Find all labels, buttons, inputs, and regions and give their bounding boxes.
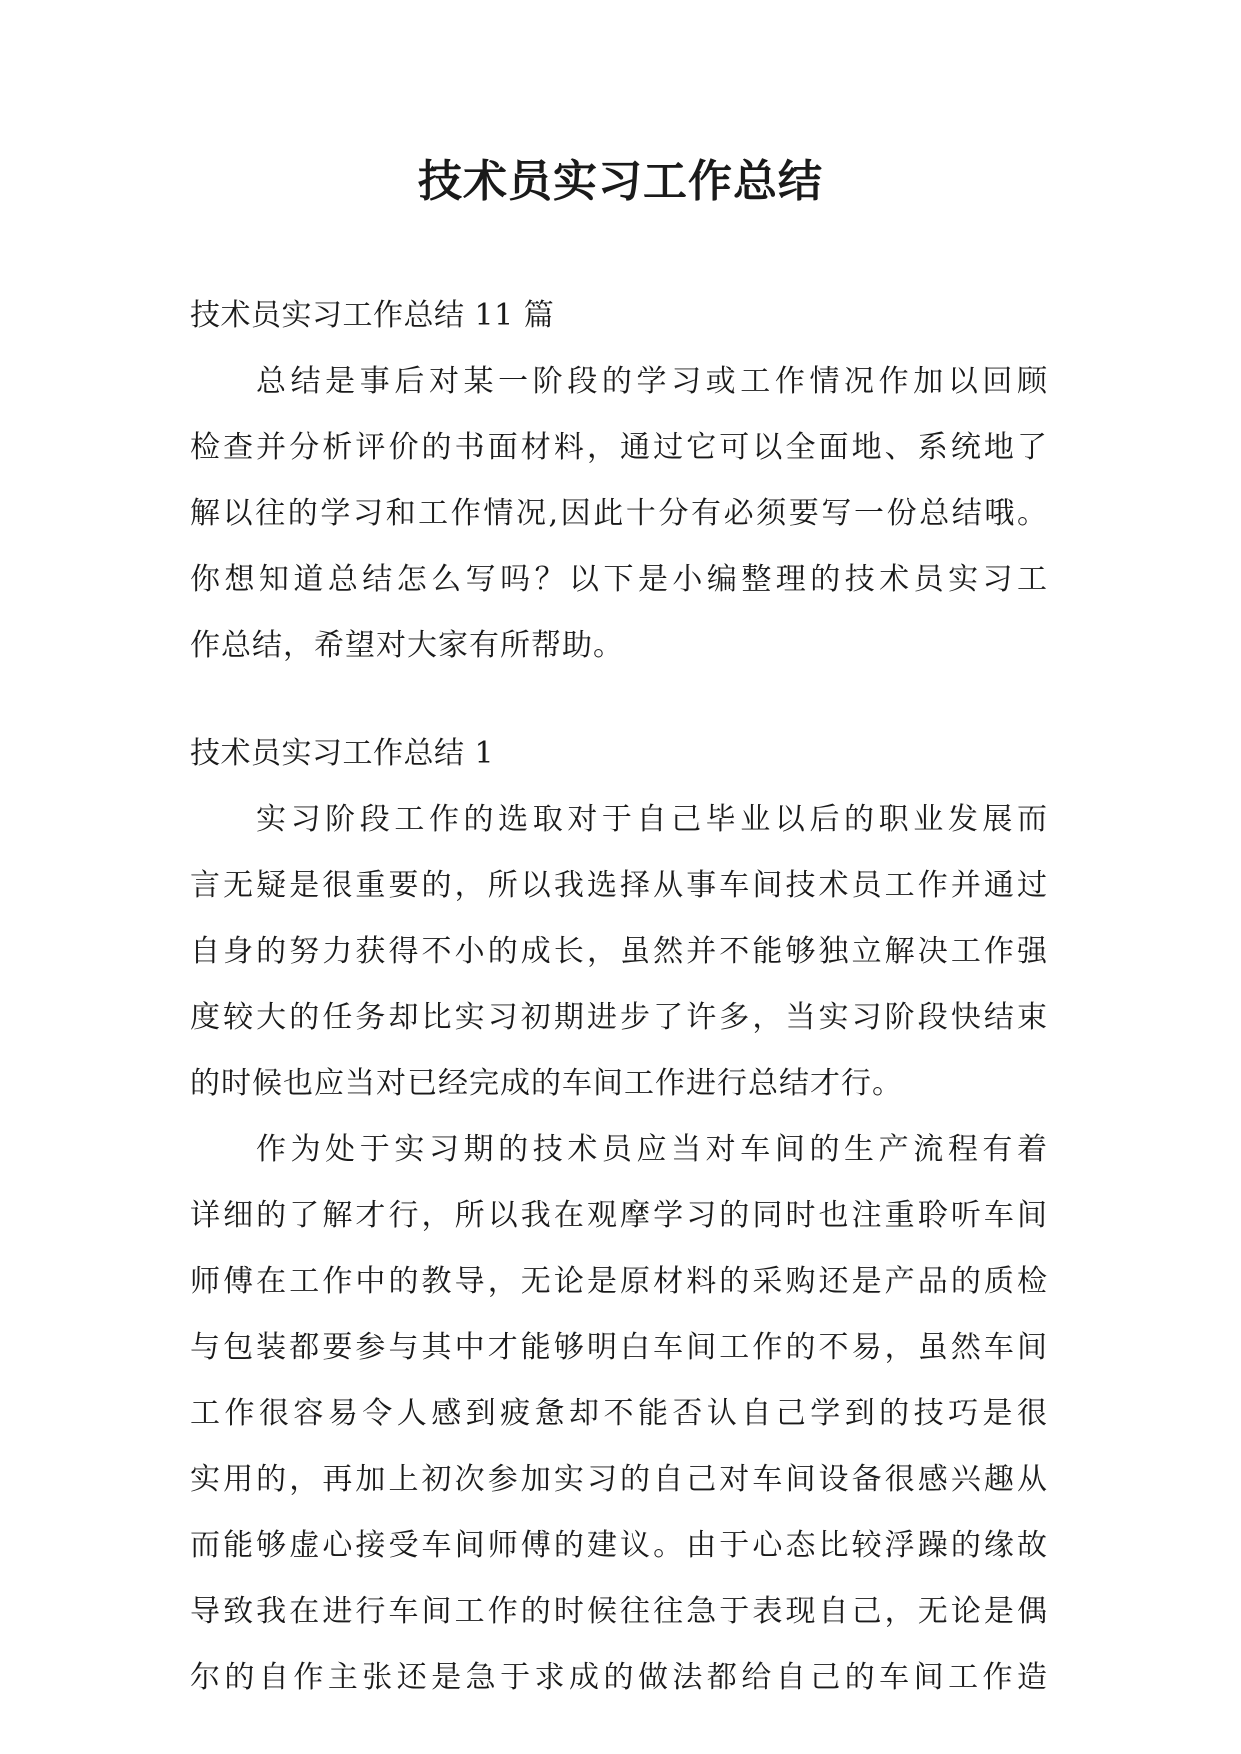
- document-title: 技术员实习工作总结: [418, 156, 823, 207]
- paragraph-line: 工作很容易令人感到疲惫却不能否认自己学到的技巧是很: [190, 1396, 1048, 1431]
- paragraph-line: 导致我在进行车间工作的时候往往急于表现自己，无论是偶: [190, 1594, 1048, 1629]
- paragraph-line: 尔的自作主张还是急于求成的做法都给自己的车间工作造: [190, 1660, 1048, 1695]
- paragraph-line: 检查并分析评价的书面材料，通过它可以全面地、系统地了: [190, 430, 1048, 465]
- paragraph-line: 总结是事后对某一阶段的学习或工作情况作加以回顾: [256, 364, 1048, 399]
- paragraph-line: 而能够虚心接受车间师傅的建议。由于心态比较浮躁的缘故: [190, 1528, 1048, 1563]
- paragraph-line: 度较大的任务却比实习初期进步了许多，当实习阶段快结束: [190, 1000, 1048, 1035]
- paragraph-line: 的时候也应当对已经完成的车间工作进行总结才行。: [190, 1066, 903, 1101]
- paragraph-line: 解以往的学习和工作情况,因此十分有必须要写一份总结哦。: [190, 496, 1048, 531]
- paragraph-line: 言无疑是很重要的，所以我选择从事车间技术员工作并通过: [190, 868, 1048, 903]
- paragraph-line: 自身的努力获得不小的成长，虽然并不能够独立解决工作强: [190, 934, 1048, 969]
- paragraph-line: 实用的，再加上初次参加实习的自己对车间设备很感兴趣从: [190, 1462, 1048, 1497]
- intro-heading: 技术员实习工作总结 11 篇: [190, 298, 555, 333]
- paragraph-line: 实习阶段工作的选取对于自己毕业以后的职业发展而: [256, 802, 1048, 837]
- paragraph-line: 你想知道总结怎么写吗？以下是小编整理的技术员实习工: [190, 562, 1048, 597]
- paragraph-line: 师傅在工作中的教导，无论是原材料的采购还是产品的质检: [190, 1264, 1048, 1299]
- paragraph-line: 与包装都要参与其中才能够明白车间工作的不易，虽然车间: [190, 1330, 1048, 1365]
- paragraph-line: 作为处于实习期的技术员应当对车间的生产流程有着: [256, 1132, 1048, 1167]
- paragraph-line: 作总结，希望对大家有所帮助。: [190, 628, 624, 663]
- paragraph-line: 详细的了解才行，所以我在观摩学习的同时也注重聆听车间: [190, 1198, 1048, 1233]
- section-heading: 技术员实习工作总结 1: [190, 736, 495, 771]
